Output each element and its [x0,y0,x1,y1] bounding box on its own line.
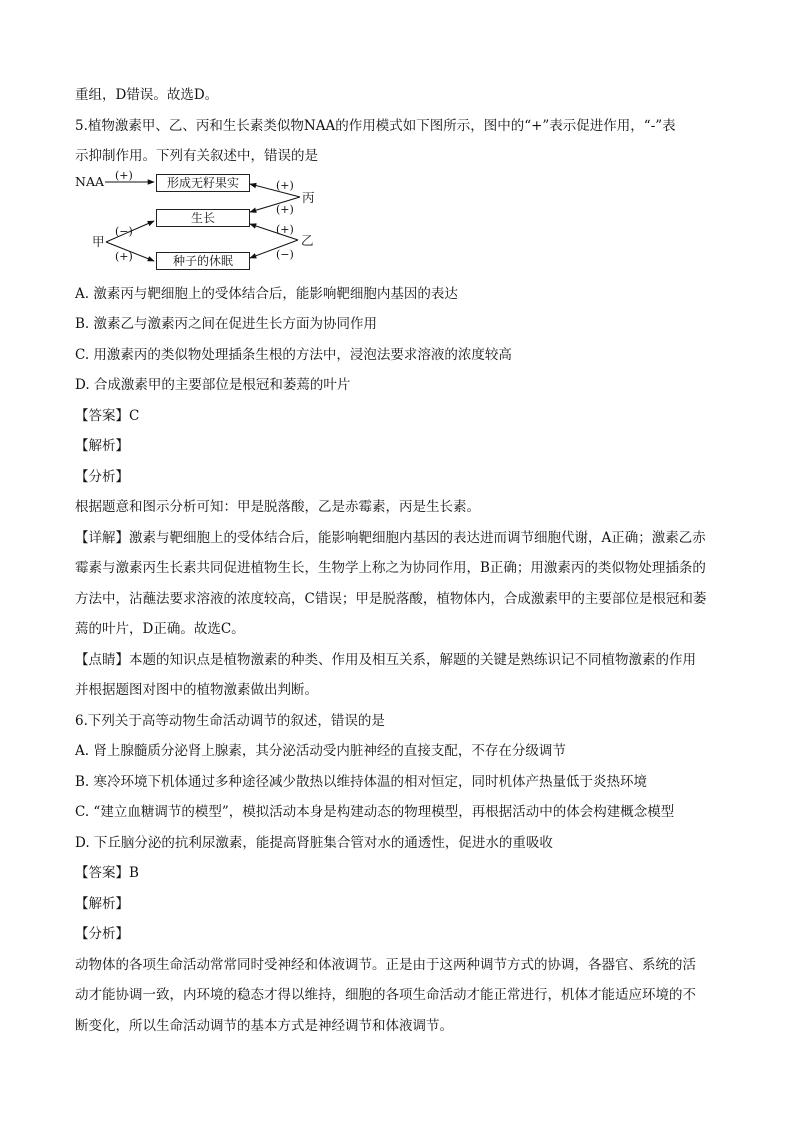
q6-option-d: D. 下丘脑分泌的抗利尿激素，能提高肾脏集合管对水的通透性，促进水的重吸收 [75,834,553,851]
q6-stem: 6.下列关于高等动物生命活动调节的叙述，错误的是 [75,712,385,729]
question-6 [75,706,735,1042]
q6-fenxi-line1: 动物体的各项生命活动常常同时受神经和体液调节。正是由于这两种调节方式的协调，各器官、系统的活 [75,956,696,973]
q5-dianjing-line2: 并根据题图对图中的植物激素做出判断。 [75,682,318,698]
box-growth: 生长 [156,209,250,227]
label-yi: 乙 [301,232,314,248]
q5-jiexi-heading: 【解析】 [75,438,129,454]
label-naa: NAA [75,173,104,189]
hormone-diagram [75,168,375,274]
q6-fenxi-heading: 【分析】 [75,926,129,942]
q6-option-c: C. “建立血糖调节的模型”，模拟活动本身是构建动态的物理模型，再根据活动中的体会构建概念模型 [75,804,675,820]
page [75,80,735,1041]
q5-stem-line1: 5.植物激素甲、乙、丙和生长素类似物NAA的作用模式如下图所示，图中的“+”表示促进作用，“-”表 [75,117,676,134]
sign-naa: (+) [115,168,133,182]
q5-detail-line3: 方法中，沾蘸法要求溶液的浓度较高，C错误；甲是脱落酸，植物体内，合成激素甲的主要部位是根冠和萎 [75,590,707,607]
detail-text: 激素与靶细胞上的受体结合后，能影响靶细胞内基因的表达进而调节细胞代谢，A正确；激素乙赤 [129,529,706,546]
q5-stem-line2: 示抑制作用。下列有关叙述中，错误的是 [75,148,318,164]
dianjing-text: 本题的知识点是植物激素的种类、作用及相互关系，解题的关键是熟练识记不同植物激素的作用 [129,651,696,668]
dianjing-tag: 【点睛】 [75,651,129,668]
sign-bing-mid: (+) [276,202,294,216]
q5-option-b: B. 激素乙与激素丙之间在促进生长方面为协同作用 [75,316,378,332]
q5-option-c: C. 用激素丙的类似物处理插条生根的方法中，浸泡法要求溶液的浓度较高 [75,346,512,363]
q6-option-a: A. 肾上腺髓质分泌肾上腺素，其分泌活动受内脏神经的直接支配，不存在分级调节 [75,743,566,759]
sign-bing-top: (+) [276,178,294,192]
box-seedless-fruit: 形成无籽果实 [156,174,250,192]
q5-dianjing-line1 [75,645,735,676]
sign-jia-mid: (−) [115,224,133,238]
q5-detail-line2: 霉素与激素丙生长素共同促进植物生长，生物学上称之为协同作用，B正确；用激素丙的类似物处理插条的 [75,560,706,576]
q6-fenxi-line2: 动才能协调一致，内环境的稳态才得以维持，细胞的各项生命活动才能正常进行，机体才能适应环境的不 [75,987,696,1003]
q5-detail-line4: 蔫的叶片，D正确。故选C。 [75,621,245,637]
q6-answer [75,858,735,889]
question-5 [75,111,735,706]
sign-yi-mid: (+) [276,222,294,236]
label-jia: 甲 [92,233,105,249]
q6-jiexi-heading: 【解析】 [75,895,129,912]
sign-jia-bot: (+) [115,249,133,263]
q6-option-b: B. 寒冷环境下机体通过多种途径减少散热以维持体温的相对恒定，同时机体产热量低于炎热环境 [75,773,648,790]
label-bing: 丙 [302,189,315,205]
prev-answer-end: 重组，D错误。故选D。 [75,87,219,103]
q5-detail-line1 [75,523,735,554]
q5-fenxi-text: 根据题意和图示分析可知：甲是脱落酸，乙是赤霉素，丙是生长素。 [75,499,480,515]
answer-tag: 【答案】 [75,865,129,881]
q5-answer [75,401,735,432]
answer-value: C [129,407,140,424]
q5-option-a: A. 激素丙与靶细胞上的受体结合后，能影响靶细胞内基因的表达 [75,285,458,302]
box-seed-dormancy: 种子的休眠 [156,252,250,270]
answer-value: B [129,865,139,881]
sign-yi-bot: (−) [276,247,294,261]
q5-option-d: D. 合成激素甲的主要部位是根冠和萎蔫的叶片 [75,377,351,393]
detail-tag: 【详解】 [75,529,129,546]
answer-tag: 【答案】 [75,407,129,424]
q6-fenxi-line3: 断变化，所以生命活动调节的基本方式是神经调节和体液调节。 [75,1017,453,1034]
q5-fenxi-heading: 【分析】 [75,468,129,485]
